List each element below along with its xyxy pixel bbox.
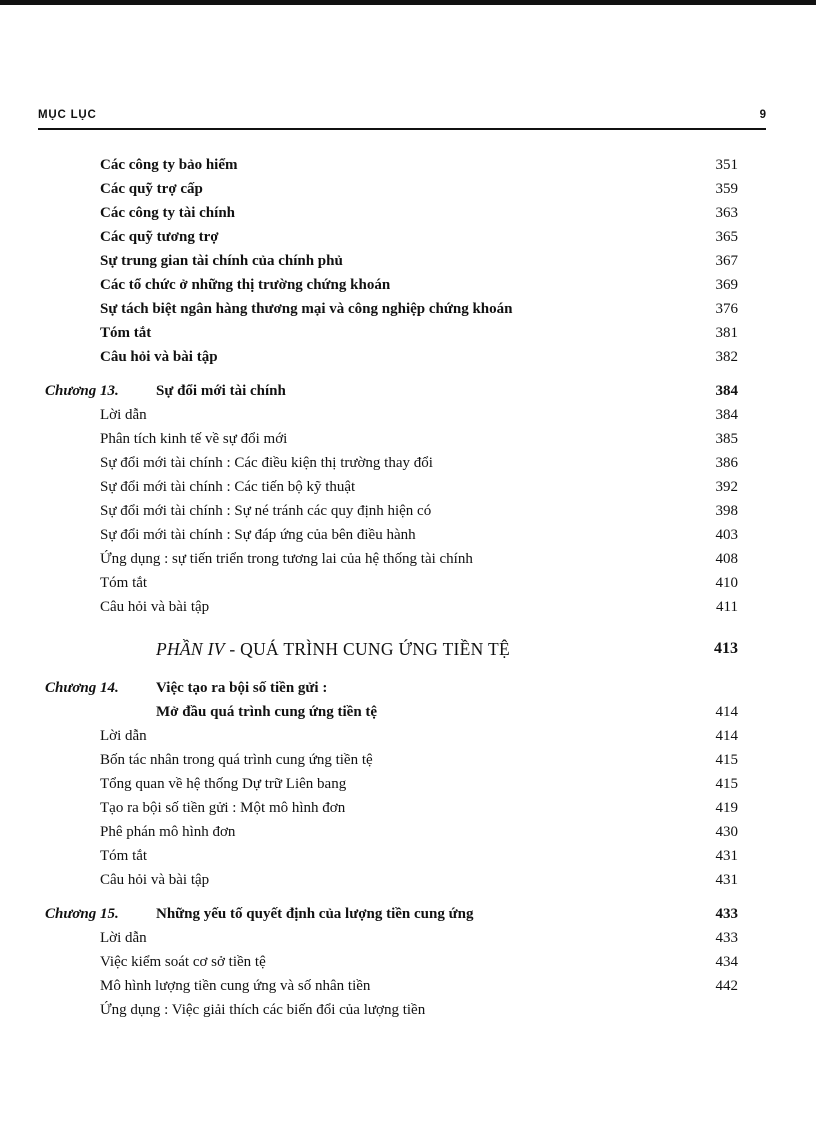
toc-entry <box>0 954 816 976</box>
toc-entry-title: Sự trung gian tài chính của chính phủ <box>100 253 343 269</box>
toc-entry <box>0 848 816 870</box>
toc-entry-title: Sự đổi mới tài chính : Sự đáp ứng của bên điều hành <box>100 527 416 543</box>
toc-entry <box>0 527 816 549</box>
toc-entry-page: 359 <box>715 181 738 197</box>
toc-entry <box>0 872 816 894</box>
toc-entry-page: 413 <box>714 640 738 657</box>
toc-entry <box>0 551 816 573</box>
toc-entry-page: 386 <box>715 455 738 471</box>
toc-entry-page: 398 <box>715 503 738 519</box>
toc-chapter-heading <box>0 383 816 405</box>
toc-entry-title: Các quỹ tương trợ <box>100 229 219 245</box>
running-header-page-number: 9 <box>759 109 766 121</box>
toc-chapter-label: Chương 14. <box>45 680 119 696</box>
toc-entry-title: Các công ty tài chính <box>100 205 235 221</box>
toc-entry-title: Các tổ chức ở những thị trường chứng khoán <box>100 277 391 293</box>
toc-entry <box>0 229 816 251</box>
toc-entry <box>0 930 816 952</box>
toc-chapter-heading <box>0 680 816 702</box>
toc-entry-page: 430 <box>715 824 738 840</box>
toc-entry-page: 433 <box>715 906 738 922</box>
toc-entry <box>0 824 816 846</box>
toc-entry-title: Mô hình lượng tiền cung ứng và số nhân tiền <box>100 978 371 994</box>
toc-entry-page: 431 <box>715 848 738 864</box>
toc-entry-title: Các công ty bảo hiểm <box>100 157 238 173</box>
toc-entry-title: Câu hỏi và bài tập <box>100 599 210 615</box>
toc-entry-page: 392 <box>715 479 738 495</box>
toc-chapter-title: Những yếu tố quyết định của lượng tiền cung ứng <box>156 906 474 922</box>
toc-chapter-title-continued <box>0 704 816 726</box>
toc-entry <box>0 407 816 429</box>
toc-entry <box>0 752 816 774</box>
toc-entry-page: 415 <box>715 752 738 768</box>
toc-entry-page: 419 <box>715 800 738 816</box>
toc-entry <box>0 503 816 525</box>
toc-entry-page: 384 <box>715 407 738 423</box>
toc-entry-title: Bốn tác nhân trong quá trình cung ứng tiền tệ <box>100 752 373 768</box>
toc-entry <box>0 301 816 323</box>
toc-entry-title: Các quỹ trợ cấp <box>100 181 203 197</box>
toc-entry-page: 363 <box>715 205 738 221</box>
toc-entry-page: 365 <box>715 229 738 245</box>
toc-chapter-label: Chương 15. <box>45 906 119 922</box>
toc-entry-title: Sự tách biệt ngân hàng thương mại và công nghiệp chứng khoán <box>100 301 513 317</box>
toc-entry-title: Phê phán mô hình đơn <box>100 824 236 840</box>
toc-entry <box>0 728 816 750</box>
toc-entry <box>0 431 816 453</box>
toc-entry-title: Lời dẫn <box>100 728 147 744</box>
toc-entry-title: Việc kiểm soát cơ sở tiền tệ <box>100 954 266 970</box>
toc-entry-page: 381 <box>715 325 738 341</box>
toc-entry-title: Tóm tắt <box>100 325 152 341</box>
toc-entry-page: 415 <box>715 776 738 792</box>
toc-entry <box>0 575 816 597</box>
toc-entry <box>0 349 816 371</box>
toc-entry-page: 431 <box>715 872 738 888</box>
toc-chapter-title: Mở đầu quá trình cung ứng tiền tệ <box>156 704 378 720</box>
toc-entry-page: 414 <box>715 704 738 720</box>
toc-entry-title: Câu hỏi và bài tập <box>100 349 218 365</box>
toc-entry-page: 367 <box>715 253 738 269</box>
toc-entry-title: Sự đổi mới tài chính : Các tiến bộ kỹ thuật <box>100 479 356 495</box>
toc-entry-title: Tóm tắt <box>100 575 148 591</box>
toc-entry <box>0 776 816 798</box>
toc-entry <box>0 455 816 477</box>
toc-entry-page: 403 <box>715 527 738 543</box>
toc-entry <box>0 253 816 275</box>
toc-entry-title: Câu hỏi và bài tập <box>100 872 210 888</box>
toc-entry <box>0 205 816 227</box>
toc-entry-title: Tổng quan về hệ thống Dự trữ Liên bang <box>100 776 347 792</box>
toc-entry <box>0 277 816 299</box>
toc-part-heading <box>0 639 816 665</box>
toc-entry-page: 384 <box>715 383 738 399</box>
toc-part-label: PHẦN IV <box>156 639 225 659</box>
toc-entry-title: Lời dẫn <box>100 407 147 423</box>
toc-entry <box>0 978 816 1000</box>
toc-entry-title: Tạo ra bội số tiền gửi : Một mô hình đơn <box>100 800 346 816</box>
toc-entry-title: Ứng dụng : sự tiến triển trong tương lai của hệ thống tài chính <box>100 551 473 567</box>
toc-entry-title: Lời dẫn <box>100 930 147 946</box>
toc-entry-page: 376 <box>715 301 738 317</box>
toc-chapter-title: Sự đổi mới tài chính <box>156 383 286 399</box>
toc-entry-page: 408 <box>715 551 738 567</box>
toc-entry-page: 382 <box>715 349 738 365</box>
toc-entry <box>0 1002 816 1024</box>
toc-entry-title: Phân tích kinh tế về sự đổi mới <box>100 431 288 447</box>
toc-chapter-label: Chương 13. <box>45 383 119 399</box>
toc-entry-page: 351 <box>715 157 738 173</box>
toc-chapter-heading <box>0 906 816 928</box>
toc-part-name: - QUÁ TRÌNH CUNG ỨNG TIỀN TỆ <box>229 639 510 659</box>
toc-entry <box>0 325 816 347</box>
toc-part-title <box>156 639 510 660</box>
toc-chapter-title: Việc tạo ra bội số tiền gửi : <box>156 680 328 696</box>
toc-entry-page: 433 <box>715 930 738 946</box>
toc-entry-page: 410 <box>715 575 738 591</box>
toc-entry <box>0 157 816 179</box>
toc-entry-page: 414 <box>715 728 738 744</box>
toc-entry <box>0 599 816 621</box>
toc-entry-title: Sự đổi mới tài chính : Các điều kiện thị trường thay đổi <box>100 455 433 471</box>
toc-entry-title: Tóm tắt <box>100 848 148 864</box>
toc-entry-title: Sự đổi mới tài chính : Sự né tránh các quy định hiện có <box>100 503 432 519</box>
toc-entry-page: 369 <box>715 277 738 293</box>
toc-entry-page: 434 <box>715 954 738 970</box>
toc-entry <box>0 181 816 203</box>
toc-entry <box>0 479 816 501</box>
toc-entry-page: 442 <box>715 978 738 994</box>
running-header-title: MỤC LỤC <box>38 109 97 121</box>
toc-entry <box>0 800 816 822</box>
toc-entry-page: 411 <box>716 599 738 615</box>
toc-entry-page: 385 <box>715 431 738 447</box>
toc-entry-title: Ứng dụng : Việc giải thích các biến đổi của lượng tiền <box>100 1002 426 1018</box>
